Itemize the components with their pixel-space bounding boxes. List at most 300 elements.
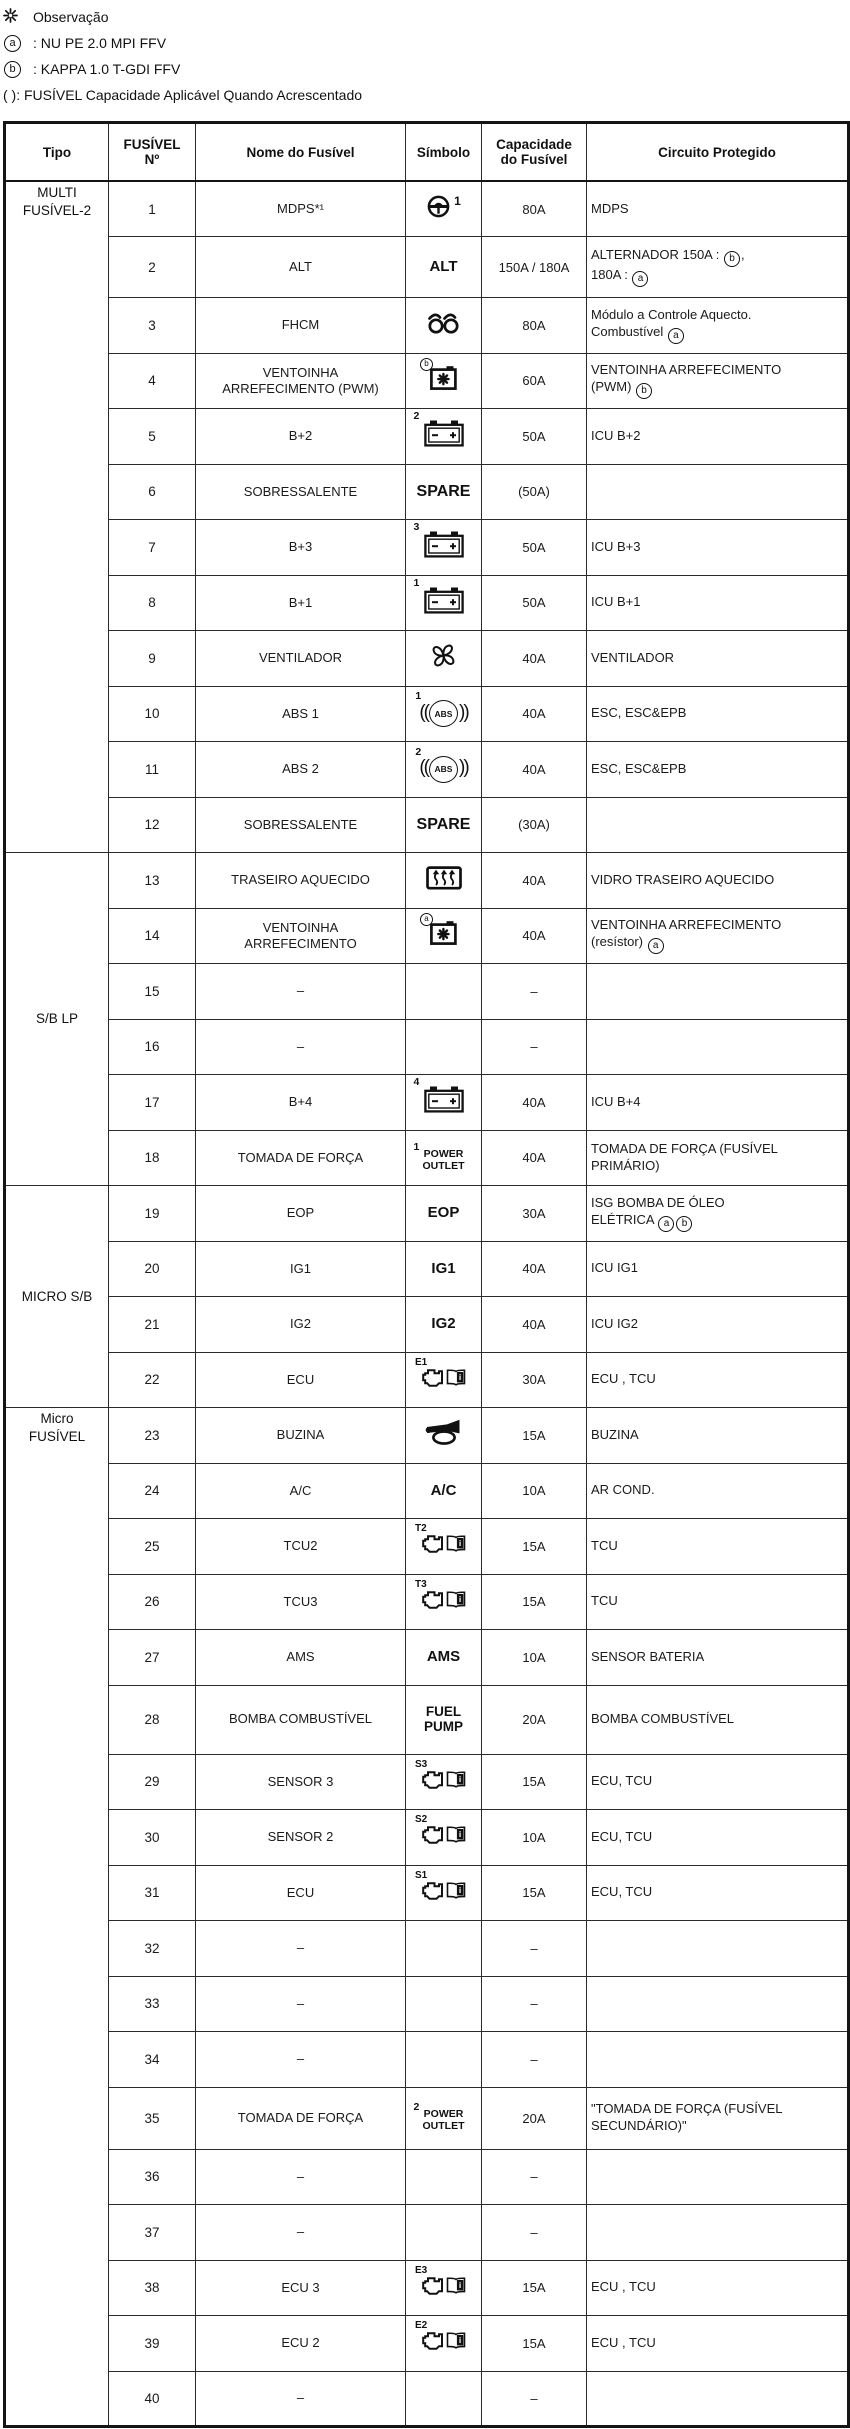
- table-row: [5, 464, 849, 520]
- table-row: [5, 2149, 849, 2205]
- cell-fuse-number: 9: [109, 631, 196, 687]
- cell-fuse-name: –: [196, 2371, 406, 2427]
- symbol-index: 1: [413, 1140, 420, 1153]
- table-row: [5, 237, 849, 298]
- cell-fuse-symbol: [406, 1574, 482, 1630]
- table-row: [5, 353, 849, 409]
- cell-fuse-number: 39: [109, 2316, 196, 2372]
- cell-fuse-capacity: 40A: [482, 631, 587, 687]
- svg-text:i: i: [458, 2335, 462, 2346]
- table-row: [5, 1630, 849, 1686]
- cell-fuse-name: TRASEIRO AQUECIDO: [196, 853, 406, 909]
- engine-icon: [421, 1825, 445, 1849]
- cell-fuse-capacity: 15A: [482, 2260, 587, 2316]
- table-row: [5, 1130, 849, 1186]
- cell-fuse-number: 30: [109, 1810, 196, 1866]
- table-row: [5, 1408, 849, 1464]
- cooling-fan-box-icon: [424, 359, 458, 391]
- cell-fuse-number: 37: [109, 2205, 196, 2261]
- cell-fuse-name: ECU 2: [196, 2316, 406, 2372]
- cell-fuse-name: ECU: [196, 1865, 406, 1921]
- cell-fuse-number: 20: [109, 1241, 196, 1297]
- cell-fuse-name: SOBRESSALENTE: [196, 797, 406, 853]
- svg-text:i: i: [458, 1538, 462, 1549]
- cell-protected-circuit: ICU B+4: [587, 1075, 849, 1131]
- cell-fuse-symbol: [406, 1075, 482, 1131]
- table-row: [5, 2205, 849, 2261]
- cell-fuse-capacity: 150A / 180A: [482, 237, 587, 298]
- table-row: [5, 1810, 849, 1866]
- cell-protected-circuit: ICU IG2: [587, 1297, 849, 1353]
- cell-fuse-name: SENSOR 2: [196, 1810, 406, 1866]
- symbol-index: 2: [415, 745, 422, 758]
- battery-icon: [413, 410, 464, 447]
- cell-protected-circuit: [587, 964, 849, 1020]
- engine-book-icon: [415, 1578, 466, 1614]
- cell-fuse-name: A/C: [196, 1463, 406, 1519]
- cell-fuse-name: B+3: [196, 520, 406, 576]
- cell-fuse-name: –: [196, 2205, 406, 2261]
- symbol-text: AMS: [426, 1648, 461, 1665]
- cell-fuse-name: –: [196, 2149, 406, 2205]
- symbol-index: S2: [415, 1814, 428, 1826]
- cell-fuse-number: 24: [109, 1463, 196, 1519]
- circle-a-icon: a: [4, 35, 21, 52]
- cell-fuse-capacity: 40A: [482, 853, 587, 909]
- cell-protected-circuit: ECU, TCU: [587, 1810, 849, 1866]
- cell-fuse-capacity: 15A: [482, 1574, 587, 1630]
- cell-fuse-symbol: [406, 409, 482, 465]
- cell-protected-circuit: ECU , TCU: [587, 1352, 849, 1408]
- battery-icon: [413, 521, 464, 558]
- cell-protected-circuit: "TOMADA DE FORÇA (FUSÍVEL SECUNDÁRIO)": [587, 2087, 849, 2149]
- cell-fuse-name: VENTOINHA ARREFECIMENTO: [196, 908, 406, 964]
- steering-wheel-icon: [426, 194, 461, 219]
- cell-protected-circuit: TOMADA DE FORÇA (FUSÍVEL PRIMÁRIO): [587, 1130, 849, 1186]
- cell-fuse-capacity: 15A: [482, 1754, 587, 1810]
- table-row: [5, 520, 849, 576]
- table-row: [5, 631, 849, 687]
- engine-icon: [421, 1534, 445, 1558]
- engine-icon: [421, 2331, 445, 2355]
- book-icon: [446, 1826, 466, 1848]
- cell-protected-circuit: [587, 1019, 849, 1075]
- svg-text:i: i: [458, 1773, 462, 1784]
- cell-fuse-capacity: –: [482, 1976, 587, 2032]
- engine-book-icon: [415, 2320, 466, 2355]
- header-row: [5, 123, 849, 182]
- cell-fuse-capacity: 15A: [482, 1408, 587, 1464]
- cell-fuse-capacity: –: [482, 964, 587, 1020]
- cell-fuse-number: 2: [109, 237, 196, 298]
- spare-label: SPARE: [416, 815, 471, 833]
- cell-fuse-symbol: [406, 1130, 482, 1186]
- cell-fuse-symbol: [406, 237, 482, 298]
- cell-fuse-symbol: [406, 1019, 482, 1075]
- cell-fuse-type-group: MICRO S/B: [5, 1186, 109, 1408]
- cell-fuse-number: 10: [109, 686, 196, 742]
- cell-fuse-symbol: [406, 2205, 482, 2261]
- cell-fuse-number: 35: [109, 2087, 196, 2149]
- cell-protected-circuit: ICU B+2: [587, 409, 849, 465]
- cell-fuse-name: TOMADA DE FORÇA: [196, 2087, 406, 2149]
- cell-protected-circuit: SENSOR BATERIA: [587, 1630, 849, 1686]
- cell-fuse-number: 27: [109, 1630, 196, 1686]
- cell-fuse-name: –: [196, 2032, 406, 2088]
- cell-fuse-number: 11: [109, 742, 196, 798]
- cell-protected-circuit: [587, 1976, 849, 2032]
- cell-fuse-name: BOMBA COMBUSTÍVEL: [196, 1685, 406, 1754]
- book-icon: [446, 1882, 466, 1904]
- column-header-nome: Nome do Fusível: [196, 123, 406, 182]
- cell-fuse-name: TCU3: [196, 1574, 406, 1630]
- table-row: [5, 181, 849, 237]
- engine-book-icon: [415, 1523, 466, 1558]
- cell-fuse-number: 15: [109, 964, 196, 1020]
- cell-fuse-symbol: [406, 742, 482, 798]
- cell-fuse-symbol: [406, 1352, 482, 1408]
- column-header-numero: FUSÍVEL Nº: [109, 123, 196, 182]
- cell-protected-circuit: ISG BOMBA DE ÓLEO ELÉTRICA a b: [587, 1186, 849, 1242]
- cell-fuse-symbol: [406, 2371, 482, 2427]
- cell-fuse-number: 32: [109, 1921, 196, 1977]
- cell-fuse-symbol: [406, 2087, 482, 2149]
- symbol-text: IG2: [431, 1315, 456, 1332]
- table-row: [5, 1574, 849, 1630]
- table-row: [5, 1019, 849, 1075]
- cell-fuse-name: –: [196, 1921, 406, 1977]
- cell-protected-circuit: ICU B+3: [587, 520, 849, 576]
- svg-text:i: i: [458, 1371, 462, 1382]
- engine-book-icon: [415, 2264, 466, 2300]
- cell-fuse-number: 3: [109, 298, 196, 354]
- cell-fuse-name: B+1: [196, 575, 406, 631]
- cell-protected-circuit: [587, 2032, 849, 2088]
- cell-fuse-symbol: [406, 520, 482, 576]
- table-row: [5, 686, 849, 742]
- cell-fuse-name: IG2: [196, 1297, 406, 1353]
- table-row: [5, 1241, 849, 1297]
- table-row: [5, 1186, 849, 1242]
- cell-fuse-capacity: 40A: [482, 908, 587, 964]
- cell-protected-circuit: VENTOINHA ARREFECIMENTO (resístor) a: [587, 908, 849, 964]
- cell-protected-circuit: [587, 2205, 849, 2261]
- cell-fuse-name: IG1: [196, 1241, 406, 1297]
- table-row: [5, 2316, 849, 2372]
- book-icon: [446, 2332, 466, 2354]
- cell-fuse-number: 23: [109, 1408, 196, 1464]
- symbol-text: FUEL PUMP: [423, 1703, 463, 1734]
- cell-fuse-symbol: [406, 1241, 482, 1297]
- table-row: [5, 1921, 849, 1977]
- symbol-text: IG1: [431, 1259, 456, 1277]
- engine-icon: [421, 1770, 445, 1794]
- cell-fuse-capacity: 50A: [482, 409, 587, 465]
- cell-fuse-symbol: [406, 964, 482, 1020]
- svg-text:i: i: [458, 2279, 462, 2290]
- cell-fuse-number: 25: [109, 1519, 196, 1575]
- cell-fuse-capacity: 80A: [482, 298, 587, 354]
- cell-fuse-symbol: [406, 1685, 482, 1754]
- cell-protected-circuit: MDPS: [587, 181, 849, 237]
- fuse-table: [3, 121, 850, 2428]
- cell-fuse-name: EOP: [196, 1186, 406, 1242]
- cell-protected-circuit: ICU IG1: [587, 1241, 849, 1297]
- symbol-index: T2: [415, 1523, 427, 1535]
- svg-text:i: i: [458, 1593, 462, 1604]
- cell-fuse-capacity: 50A: [482, 520, 587, 576]
- cell-fuse-capacity: 40A: [482, 686, 587, 742]
- table-row: [5, 1865, 849, 1921]
- power-outlet-label: 2 POWER OUTLET: [413, 2100, 465, 2132]
- table-row: [5, 1297, 849, 1353]
- cell-fuse-number: 33: [109, 1976, 196, 2032]
- cell-fuse-number: 17: [109, 1075, 196, 1131]
- engine-book-icon: [415, 1869, 466, 1905]
- table-row: [5, 797, 849, 853]
- cell-protected-circuit: Módulo a Controle Aquecto. Combustível a: [587, 298, 849, 354]
- cell-fuse-name: ABS 1: [196, 686, 406, 742]
- cell-protected-circuit: AR COND.: [587, 1463, 849, 1519]
- engine-icon: [421, 1590, 445, 1614]
- cell-protected-circuit: [587, 2371, 849, 2427]
- cell-fuse-number: 4: [109, 353, 196, 409]
- symbol-index: 1: [454, 194, 461, 208]
- cell-fuse-name: TOMADA DE FORÇA: [196, 1130, 406, 1186]
- cell-protected-circuit: [587, 464, 849, 520]
- note-line: [3, 4, 843, 30]
- cell-fuse-name: ECU 3: [196, 2260, 406, 2316]
- cell-protected-circuit: [587, 2149, 849, 2205]
- table-row: [5, 298, 849, 354]
- cell-fuse-number: 28: [109, 1685, 196, 1754]
- table-row: [5, 1685, 849, 1754]
- note-line: [3, 56, 843, 82]
- symbol-index: 1: [413, 576, 420, 589]
- table-header: [5, 123, 849, 182]
- cell-fuse-number: 1: [109, 181, 196, 237]
- cell-fuse-symbol: [406, 2149, 482, 2205]
- svg-text:i: i: [458, 1829, 462, 1840]
- cell-protected-circuit: BOMBA COMBUSTÍVEL: [587, 1685, 849, 1754]
- cell-fuse-name: VENTOINHA ARREFECIMENTO (PWM): [196, 353, 406, 409]
- table-row: [5, 1519, 849, 1575]
- cell-protected-circuit: VENTILADOR: [587, 631, 849, 687]
- cell-fuse-symbol: [406, 1754, 482, 1810]
- circle-a-icon: a: [658, 1216, 674, 1232]
- engine-icon: [421, 1368, 445, 1392]
- table-row: [5, 2260, 849, 2316]
- table-row: [5, 853, 849, 909]
- cell-fuse-symbol: [406, 853, 482, 909]
- cell-fuse-capacity: 40A: [482, 1297, 587, 1353]
- cell-fuse-symbol: [406, 797, 482, 853]
- cell-fuse-capacity: 30A: [482, 1186, 587, 1242]
- circle-b-icon: b: [636, 383, 652, 399]
- cell-protected-circuit: ECU, TCU: [587, 1754, 849, 1810]
- engine-icon: [421, 2276, 445, 2300]
- cell-fuse-name: ABS 2: [196, 742, 406, 798]
- symbol-index: 3: [413, 521, 420, 534]
- fan-icon: [427, 639, 460, 672]
- cell-protected-circuit: TCU: [587, 1519, 849, 1575]
- cell-fuse-capacity: 30A: [482, 1352, 587, 1408]
- cell-fuse-number: 22: [109, 1352, 196, 1408]
- symbol-index: S1: [415, 1869, 428, 1881]
- cell-fuse-number: 7: [109, 520, 196, 576]
- book-icon: [446, 1535, 466, 1557]
- book-icon: [446, 1369, 466, 1391]
- cell-fuse-number: 18: [109, 1130, 196, 1186]
- table-row: [5, 1754, 849, 1810]
- circle-a-icon: a: [668, 328, 684, 344]
- cell-fuse-symbol: [406, 1408, 482, 1464]
- cell-fuse-symbol: [406, 1186, 482, 1242]
- cell-fuse-number: 29: [109, 1754, 196, 1810]
- cell-protected-circuit: VIDRO TRASEIRO AQUECIDO: [587, 853, 849, 909]
- symbol-text: EOP: [427, 1204, 460, 1221]
- cell-protected-circuit: ECU , TCU: [587, 2260, 849, 2316]
- cell-fuse-name: AMS: [196, 1630, 406, 1686]
- table-row: [5, 409, 849, 465]
- symbol-index: S3: [415, 1758, 428, 1770]
- cell-fuse-symbol: [406, 1630, 482, 1686]
- cell-protected-circuit: ESC, ESC&EPB: [587, 742, 849, 798]
- cell-fuse-number: 31: [109, 1865, 196, 1921]
- cell-fuse-number: 16: [109, 1019, 196, 1075]
- circle-b-icon: b: [676, 1216, 692, 1232]
- cell-fuse-number: 40: [109, 2371, 196, 2427]
- cell-fuse-name: –: [196, 1976, 406, 2032]
- cell-fuse-capacity: 80A: [482, 181, 587, 237]
- cell-fuse-capacity: 15A: [482, 2316, 587, 2372]
- cell-fuse-name: ECU: [196, 1352, 406, 1408]
- cell-protected-circuit: TCU: [587, 1574, 849, 1630]
- engine-book-icon: [415, 1758, 466, 1794]
- cell-fuse-number: 5: [109, 409, 196, 465]
- table-row: [5, 1463, 849, 1519]
- cell-fuse-capacity: (50A): [482, 464, 587, 520]
- table-row: [5, 2371, 849, 2427]
- cell-fuse-capacity: (30A): [482, 797, 587, 853]
- cell-fuse-number: 26: [109, 1574, 196, 1630]
- cell-protected-circuit: [587, 797, 849, 853]
- engine-book-icon: [415, 1814, 466, 1849]
- cell-fuse-symbol: [406, 631, 482, 687]
- fuel-heater-coil-icon: [426, 311, 462, 335]
- cell-fuse-capacity: 15A: [482, 1519, 587, 1575]
- engine-icon: [421, 1881, 445, 1905]
- cell-fuse-capacity: 40A: [482, 742, 587, 798]
- circle-a-icon: a: [648, 938, 664, 954]
- cell-fuse-capacity: –: [482, 2371, 587, 2427]
- cell-fuse-capacity: 20A: [482, 1685, 587, 1754]
- cell-fuse-number: 12: [109, 797, 196, 853]
- table-row: [5, 575, 849, 631]
- cell-fuse-name: –: [196, 964, 406, 1020]
- cell-fuse-name: B+4: [196, 1075, 406, 1131]
- cell-fuse-symbol: [406, 908, 482, 964]
- table-row: [5, 2032, 849, 2088]
- column-header-simbolo: Símbolo: [406, 123, 482, 182]
- cell-fuse-number: 19: [109, 1186, 196, 1242]
- symbol-index: 4: [413, 1076, 420, 1089]
- cell-fuse-symbol: [406, 1976, 482, 2032]
- cell-fuse-number: 36: [109, 2149, 196, 2205]
- cooling-fan-box-icon: [424, 914, 458, 946]
- cell-fuse-capacity: 60A: [482, 353, 587, 409]
- cell-fuse-type-group: MULTI FUSÍVEL-2: [5, 181, 109, 853]
- symbol-index: 2: [413, 410, 420, 423]
- cell-fuse-name: VENTILADOR: [196, 631, 406, 687]
- circle-a-icon: a: [632, 271, 648, 287]
- cell-fuse-number: 34: [109, 2032, 196, 2088]
- book-icon: [446, 1591, 466, 1613]
- cell-fuse-capacity: –: [482, 2032, 587, 2088]
- cell-fuse-symbol: [406, 1921, 482, 1977]
- table-row: [5, 1075, 849, 1131]
- battery-icon: [413, 1076, 464, 1113]
- cell-fuse-name: –: [196, 1019, 406, 1075]
- table-row: [5, 742, 849, 798]
- circle-a-icon: a: [420, 913, 433, 926]
- abs-icon: 1 (( ABS )): [419, 700, 467, 727]
- cell-fuse-name: SENSOR 3: [196, 1754, 406, 1810]
- cell-fuse-symbol: [406, 298, 482, 354]
- ref-mark-icon: [3, 8, 18, 26]
- cell-fuse-number: 14: [109, 908, 196, 964]
- symbol-text: A/C: [430, 1481, 457, 1499]
- cell-fuse-type-group: Micro FUSÍVEL: [5, 1408, 109, 2427]
- cell-fuse-name: FHCM: [196, 298, 406, 354]
- note-line: [3, 30, 843, 56]
- cell-fuse-symbol: [406, 1865, 482, 1921]
- cell-fuse-capacity: 50A: [482, 575, 587, 631]
- cell-fuse-number: 6: [109, 464, 196, 520]
- cell-fuse-capacity: 40A: [482, 1130, 587, 1186]
- cell-fuse-name: BUZINA: [196, 1408, 406, 1464]
- cell-fuse-symbol: [406, 2316, 482, 2372]
- symbol-text: ALT: [429, 257, 458, 275]
- cell-fuse-capacity: 40A: [482, 1075, 587, 1131]
- cell-fuse-name: SOBRESSALENTE: [196, 464, 406, 520]
- table-row: [5, 1976, 849, 2032]
- cell-fuse-capacity: 10A: [482, 1463, 587, 1519]
- table-row: [5, 964, 849, 1020]
- cell-fuse-capacity: 10A: [482, 1630, 587, 1686]
- cell-protected-circuit: ECU, TCU: [587, 1865, 849, 1921]
- table-row: [5, 908, 849, 964]
- cell-fuse-name: B+2: [196, 409, 406, 465]
- note-text: : NU PE 2.0 MPI FFV: [33, 35, 167, 51]
- cell-fuse-name: TCU2: [196, 1519, 406, 1575]
- cell-fuse-symbol: [406, 464, 482, 520]
- cell-fuse-symbol: [406, 2260, 482, 2316]
- symbol-index: 1: [415, 690, 422, 703]
- note-text: Observação: [33, 9, 109, 25]
- power-outlet-label: 1 POWER OUTLET: [413, 1140, 465, 1172]
- cell-protected-circuit: ALTERNADOR 150A : b , 180A : a: [587, 237, 849, 298]
- cell-fuse-capacity: –: [482, 2149, 587, 2205]
- column-header-tipo: Tipo: [5, 123, 109, 182]
- abs-icon: 2 (( ABS )): [419, 756, 467, 783]
- cell-protected-circuit: ECU , TCU: [587, 2316, 849, 2372]
- symbol-index: E3: [415, 2264, 428, 2276]
- table-body: [5, 181, 849, 2427]
- cell-fuse-symbol: [406, 686, 482, 742]
- cell-protected-circuit: BUZINA: [587, 1408, 849, 1464]
- cell-fuse-number: 38: [109, 2260, 196, 2316]
